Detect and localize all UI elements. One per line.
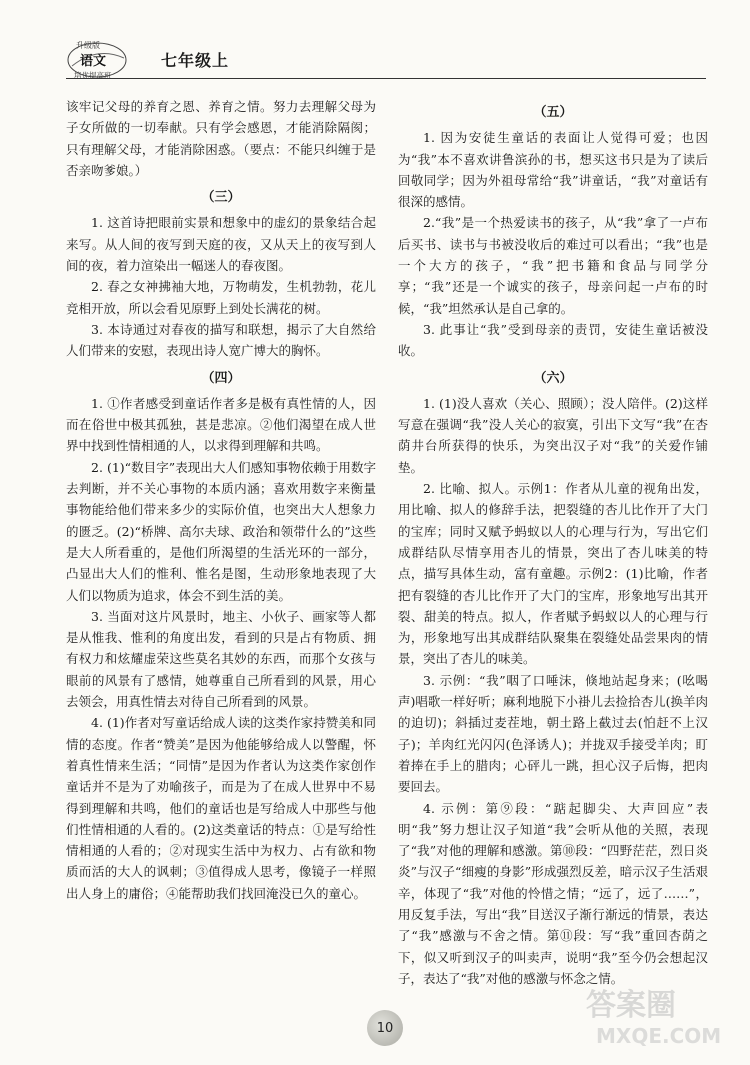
section-heading-6: （六） [533,370,573,386]
paragraph: 2. 比喻、拟人。示例1：作者从儿童的视角出发，用比喻、拟人的修辞手法，把裂缝的杏儿比作开了大门的宝库；同时又赋予蚂蚁以人的心理与行为，写出它们成群结队尽情享用杏儿的情景，突出了杏儿味美的特点，描写具体生动，富有童趣。示例2：(1)比喻，作者把有裂缝的杏儿比作开了大门的宝库，形象地写出其开裂、甜美的特点。拟人，作者赋予蚂蚁以人的心理与行为，形象地写出其成群结队聚集在裂缝处品尝果肉的情景，突出了杏儿的味美。 [398,481,708,667]
section-heading-3: （三） [201,190,241,206]
section-heading-4: （四） [201,370,241,386]
watermark [582,979,732,1051]
left-column [66,96,376,904]
series-logo [66,36,130,82]
paragraph: 1. 这首诗把眼前实景和想象中的虚幻的景象结合起来写。从人间的夜写到天庭的夜，又从天上的夜写到人间的夜，着力渲染出一幅迷人的春夜图。 [66,215,376,274]
paragraph: 2. (1)“数目字”表现出大人们感知事物依赖于用数字去判断，并不关心事物的本质内涵；喜欢用数字来衡量事物能给他们带来多少的实际价值，也突出大人想象力的匮乏。(2)“桥牌、高尔夫球、政治和领带什么的”这些是大人所看重的，是他们所渴望的生活光环的一部分，凸显出大人们的惟利、惟名是图，生动形象地表现了大人们以物质为追求，体会不到生活的美。 [66,459,376,603]
header-divider [66,78,706,79]
series-logo-graphic [66,36,130,82]
paragraph: 1. ①作者感受到童话作者多是极有真性情的人，因而在俗世中极其孤独，甚是悲凉。②他们渴望在成人世界中找到性情相通的人，以求得到理解和共鸣。 [66,395,376,454]
paragraph: 3. 当面对这片风景时，地主、小伙子、画家等人都是从惟我、惟利的角度出发，看到的只是占有物质、拥有权力和炫耀虚荣这些莫名其妙的东西，而那个女孩与眼前的风景有了感情，她尊重自己所看到的风景，用心去领会，用真性情去对待自己所看到的风景。 [66,608,376,710]
paragraph: 4. (1)作者对写童话给成人读的这类作家持赞美和同情的态度。作者“赞美”是因为他能够给成人以警醒，怀着真性情来生活；“同情”是因为作者认为这类作家创作童话并不是为了劝喻孩子，而是为了在成人世界中不易得到理解和共鸣，他们的童话也是写给成人中那些与他们性情相通的人看的。(2)这类童话的特点：①是写给性情相通的人看的；②对现实生活中为权力、占有欲和物质而活的大人的讽刺；③值得成人思考，像镜子一样照出人身上的庸俗；④能帮助我们找回淹没已久的童心。 [66,715,376,901]
grade-title: 七年级上 [161,51,230,70]
paragraph: 1. 因为安徒生童话的表面让人觉得可爱；也因为“我”本不喜欢讲鲁滨孙的书，想买这书只是为了读后回敬同学；因为外祖母常给“我”讲童话，“我”对童话有很深的感情。 [398,130,708,210]
paragraph: 4. 示例：第⑨段：“踮起脚尖、大声回应”表明“我”努力想让汉子知道“我”会听从他的关照，表现了“我”对他的理解和感激。第⑩段：“四野茫茫，烈日炎炎”与汉子“细瘦的身影”形成强烈反差，暗示汉子生活艰辛，体现了“我”对他的怜惜之情；“远了，远了……”，用反复手法，写出“我”目送汉子渐行渐远的情景，表达了“我”感激与不舍之情。第⑪段：写“我”重回杏荫之下，似又听到汉子的叫卖声，说明“我”至今仍会想起汉子，表达了“我”对他的感激与怀念之情。 [398,800,708,986]
page-number: 10 [367,1010,403,1046]
logo-main-text: 语文 [80,54,107,69]
logo-bottom-text: 培优提高班 [74,71,112,80]
watermark-url: MXQE.COM [596,1024,722,1048]
paragraph: 1. (1)没人喜欢（关心、照顾）；没人陪伴。(2)这样写意在强调“我”没人关心的寂寞，引出下文写“我”在杏荫井台所获得的快乐，为突出汉子对“我”的关爱作铺垫。 [398,395,708,475]
watermark-logo [582,979,732,1051]
paragraph: 2. 春之女神拂袖大地，万物萌发，生机勃勃，花儿竞相开放，所以会看见原野上到处长满花的树。 [66,279,376,316]
paragraph: 3. 示例：“我”咽了口唾沫，倏地站起身来；(吆喝声)唱歌一样好听；麻利地脱下小褂儿去捡拾杏儿(换羊肉的迫切)；斜插过麦茬地，朝土路上截过去(怕赶不上汉子)；羊肉红光闪闪(色泽诱人)；并拢双手接受羊肉；盯着捧在手上的腊肉；心砰儿一跳，担心汉子后悔，把肉要回去。 [398,672,708,795]
right-column [398,96,708,989]
logo-top-text: 升级版 [76,41,100,50]
page-header [66,36,706,82]
watermark-text: 答案圈 [586,988,676,1023]
paragraph: 3. 此事让“我”受到母亲的责罚，安徒生童话被没收。 [398,321,708,359]
section-heading-5: （五） [533,105,573,120]
paragraph: 3. 本诗通过对春夜的描写和联想，揭示了大自然给人们带来的安慰，表现出诗人宽广博大的胸怀。 [66,321,376,359]
paragraph: 该牢记父母的养育之恩、养育之情。努力去理解父母为子女所做的一切奉献。只有学会感恩，才能消除隔阂；只有理解父母，才能消除困惑。（要点：不能只纠缠于是否亲吻爹娘。） [66,99,376,178]
paragraph: 2.“我”是一个热爱读书的孩子，从“我”拿了一卢布后买书、读书与书被没收后的难过可以看出；“我”也是一个大方的孩子，“我”把书籍和食品与同学分享；“我”还是一个诚实的孩子，母亲问起一卢布的时候，“我”坦然承认是自己拿的。 [398,215,708,316]
